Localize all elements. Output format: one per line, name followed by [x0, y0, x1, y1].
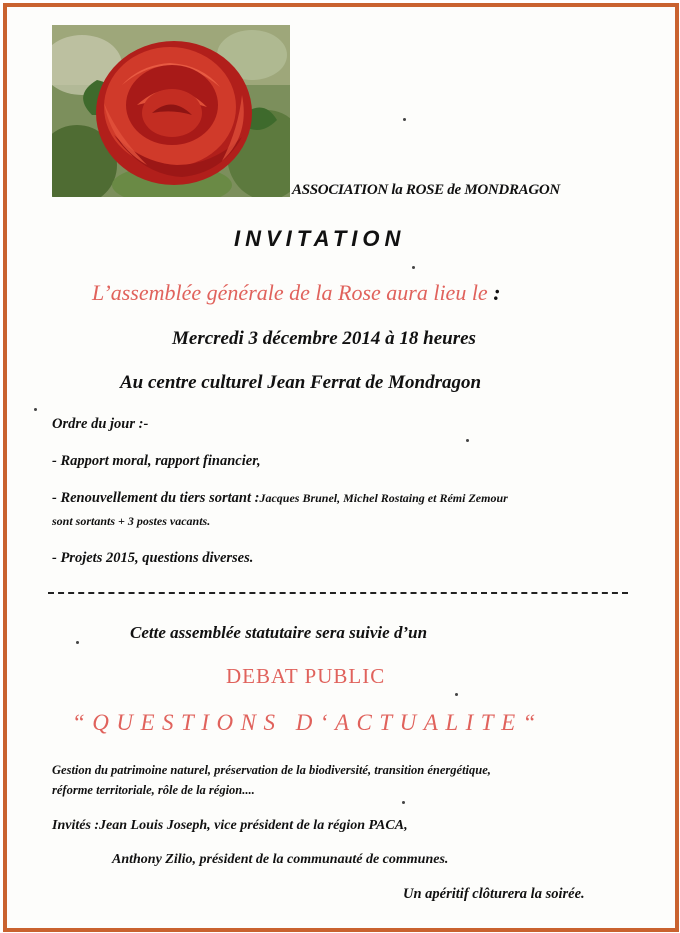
assembly-announcement-text: L’assemblée générale de la Rose aura lieu le [92, 280, 488, 305]
guests-line-2: Anthony Zilio, président de la communauté de communes. [112, 852, 449, 867]
scan-speck [402, 801, 405, 804]
topics-line-1: Gestion du patrimoine naturel, préservation de la biodiversité, transition énergétique, [52, 763, 491, 777]
scan-speck [76, 641, 79, 644]
agenda-item-renewal [52, 490, 508, 507]
agenda-title: Ordre du jour :- [52, 416, 149, 432]
association-name: ASSOCIATION la ROSE de MONDRAGON [292, 182, 560, 198]
invitation-heading: INVITATION [234, 226, 406, 251]
scan-speck [412, 266, 415, 269]
debate-title: DEBAT PUBLIC [226, 664, 386, 688]
rose-photo [52, 25, 290, 197]
topics-line-2: réforme territoriale, rôle de la région.... [52, 783, 255, 797]
scan-speck [466, 439, 469, 442]
event-place: Au centre culturel Jean Ferrat de Mondragon [120, 372, 482, 393]
agenda-item-renewal-names: Jacques Brunel, Michel Rostaing et Rémi Zemour [259, 491, 508, 505]
assembly-announcement-colon: : [493, 280, 501, 305]
follow-up-text: Cette assemblée statutaire sera suivie d’un [130, 623, 428, 642]
agenda-item-renewal-prefix: - Renouvellement du tiers sortant : [52, 490, 260, 506]
scan-speck [403, 118, 406, 121]
assembly-announcement [92, 280, 501, 306]
scan-speck [34, 408, 37, 411]
agenda-item-projects: - Projets 2015, questions diverses. [52, 550, 254, 566]
debate-subtitle: “QUESTIONS D‘ACTUALITE“ [72, 710, 543, 735]
scan-speck [455, 693, 458, 696]
agenda-item-renewal-continued: sont sortants + 3 postes vacants. [52, 514, 211, 528]
dashed-separator [48, 592, 628, 594]
agenda-item-reports: - Rapport moral, rapport financier, [52, 453, 261, 469]
guests-line-1: Invités :Jean Louis Joseph, vice président de la région PACA, [52, 818, 408, 833]
event-date: Mercredi 3 décembre 2014 à 18 heures [172, 328, 476, 349]
closing-note: Un apéritif clôturera la soirée. [403, 886, 585, 902]
